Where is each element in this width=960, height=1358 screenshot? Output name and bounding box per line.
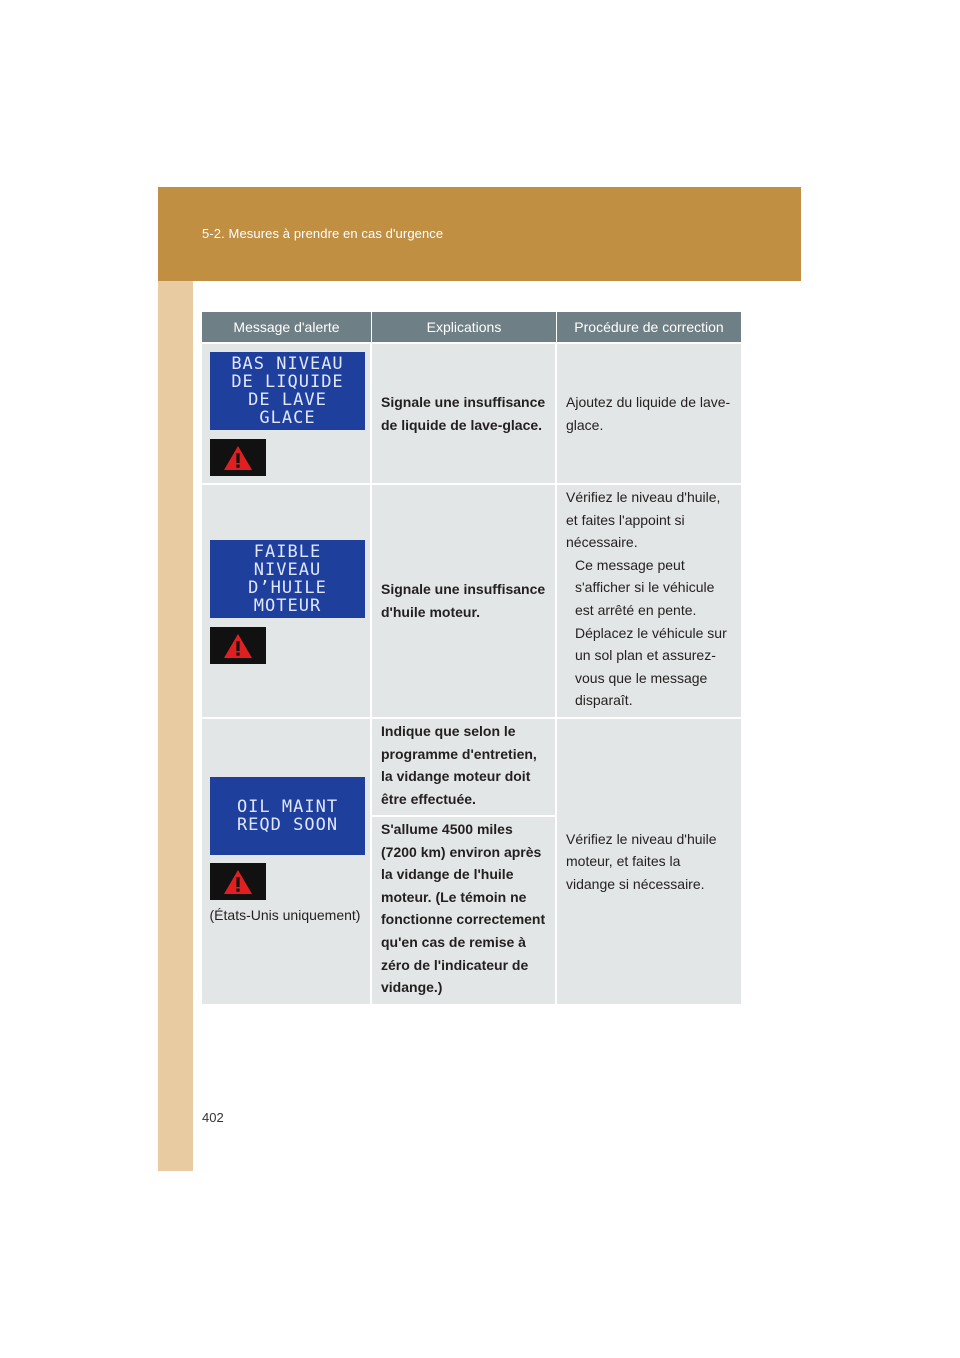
warning-message-cell bbox=[202, 719, 372, 1004]
warning-triangle-icon bbox=[223, 633, 253, 659]
explanation-text-1: Indique que selon le programme d'entretien, la vidange moteur doit être effectuée. bbox=[381, 723, 537, 807]
explanation-cell bbox=[372, 719, 557, 1004]
warning-light-box bbox=[210, 627, 266, 664]
correction-text: Ajoutez du liquide de lave-glace. bbox=[566, 393, 731, 433]
correction-cell bbox=[557, 485, 741, 717]
display-text: OIL MAINT REQD SOON bbox=[236, 797, 339, 835]
display-text: BAS NIVEAU DE LIQUIDE DE LAVE GLACE bbox=[231, 354, 344, 428]
explanation-text-2: S'allume 4500 miles (7200 km) environ après la vidange de l'huile moteur. (Le témoin ne fonctionne correctement qu'en cas de remise à zéro de l'indicateur de vidange.) bbox=[381, 821, 546, 996]
explanation-text: Signale une insuffisance d'huile moteur. bbox=[381, 581, 546, 620]
sub-row-divider bbox=[372, 815, 555, 817]
correction-cell bbox=[557, 719, 741, 1004]
warning-triangle-icon bbox=[223, 869, 253, 895]
correction-cell bbox=[557, 344, 741, 483]
warning-triangle-icon bbox=[223, 445, 253, 471]
warning-light-box bbox=[210, 439, 266, 476]
correction-note: Ce message peut s'afficher si le véhicule est arrêté en pente. Déplacez le véhicule sur un sol plan et assurez-vous que le message disparaît. bbox=[575, 556, 727, 709]
table-row bbox=[202, 717, 741, 1004]
explanation-cell bbox=[372, 344, 557, 483]
table-row bbox=[202, 483, 741, 717]
side-band bbox=[158, 187, 193, 1171]
display-text: FAIBLE NIVEAU D’HUILE MOTEUR bbox=[248, 542, 327, 616]
display-image-oil-level bbox=[210, 540, 365, 618]
column-header-correction: Procédure de correction bbox=[574, 319, 724, 335]
display-image-oil-maint bbox=[210, 777, 365, 855]
correction-text: Vérifiez le niveau d'huile moteur, et faites la vidange si nécessaire. bbox=[566, 830, 717, 892]
correction-text: Vérifiez le niveau d'huile, et faites l'appoint si nécessaire. bbox=[566, 489, 721, 551]
region-note: (États-Unis uniquement) bbox=[209, 907, 361, 923]
warning-light-box bbox=[210, 863, 266, 900]
section-title: 5-2. Mesures à prendre en cas d'urgence bbox=[202, 226, 444, 241]
page-number: 402 bbox=[202, 1110, 224, 1125]
table-header bbox=[202, 312, 741, 342]
column-header-message: Message d'alerte bbox=[202, 312, 372, 342]
display-image-washer-fluid bbox=[210, 352, 365, 430]
warning-message-cell bbox=[202, 485, 372, 717]
explanation-cell bbox=[372, 485, 557, 717]
column-header-explanations: Explications bbox=[372, 312, 557, 342]
warning-message-cell bbox=[202, 344, 372, 483]
table-row bbox=[202, 342, 741, 483]
warning-messages-table bbox=[202, 312, 741, 1004]
explanation-text: Signale une insuffisance de liquide de lave-glace. bbox=[381, 393, 546, 433]
